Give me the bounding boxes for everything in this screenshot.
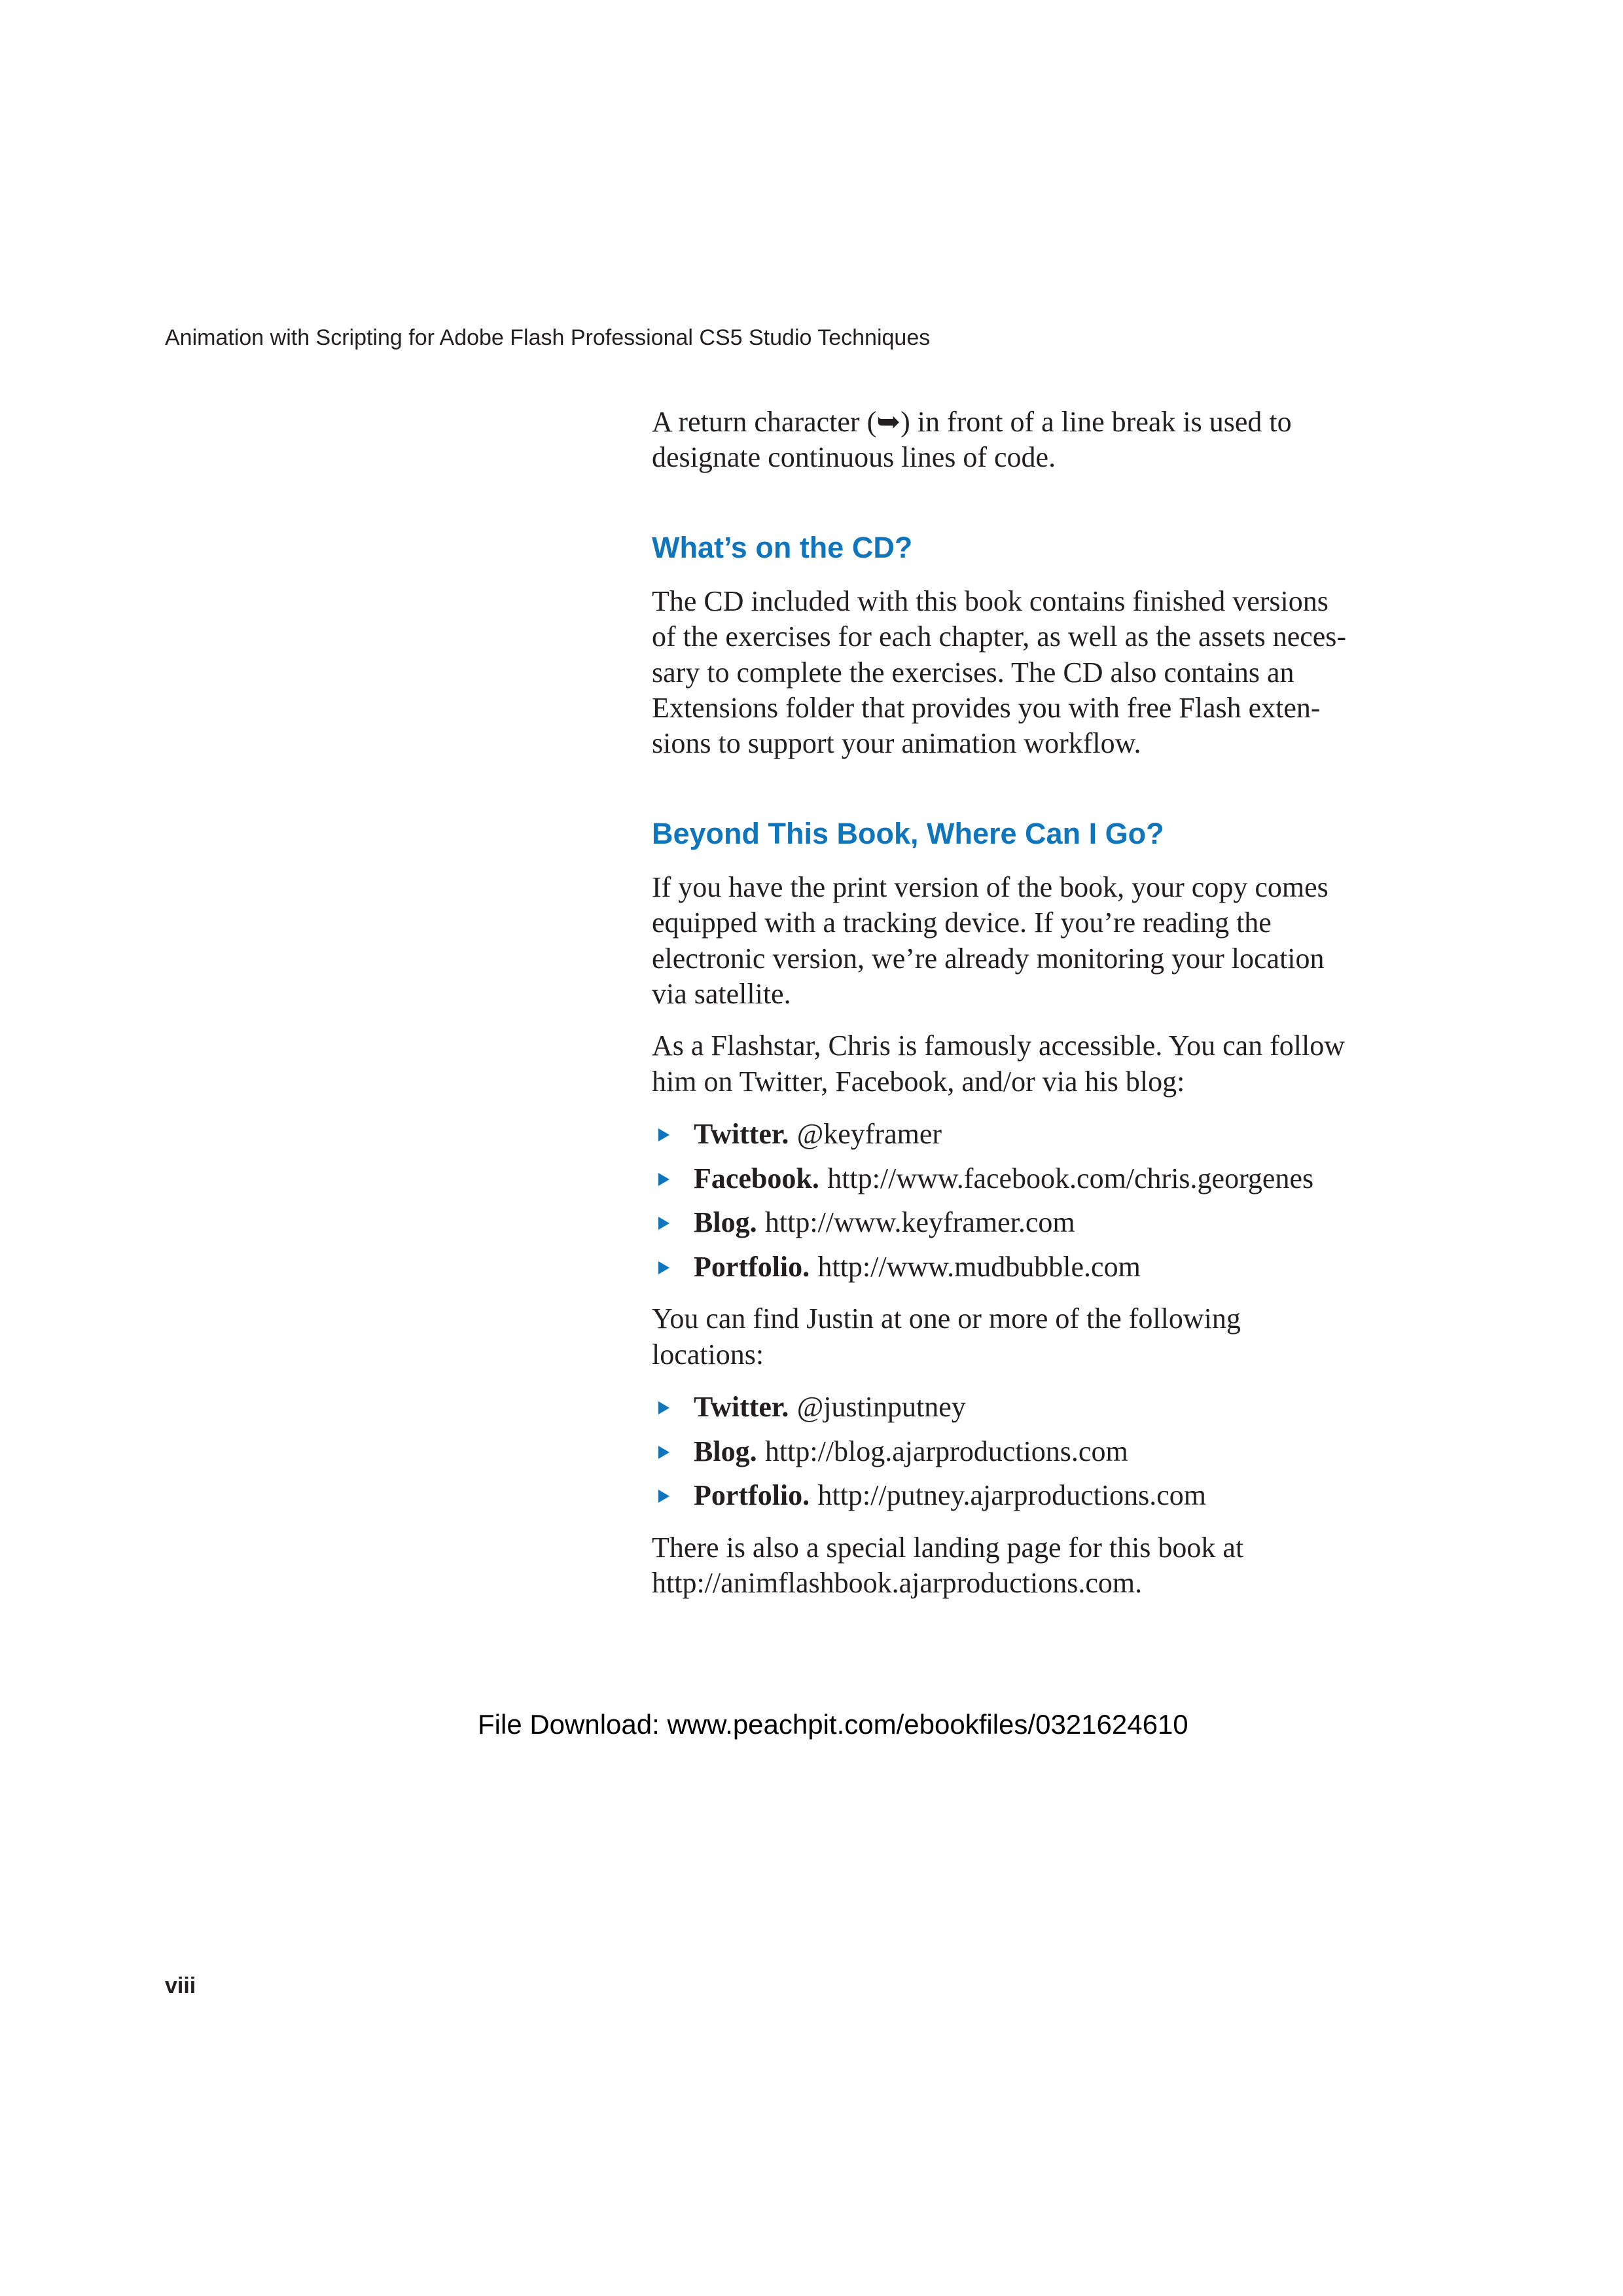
justin-link-portfolio xyxy=(652,1478,1437,1513)
triangle-right-icon xyxy=(658,1217,669,1230)
cd-section-line: sions to support your animation workflow. xyxy=(652,727,1141,760)
cd-section-heading: What’s on the CD? xyxy=(652,530,913,564)
link-text: http://putney.ajarproductions.com xyxy=(817,1479,1206,1512)
intro-line: designate continuous lines of code. xyxy=(652,441,1056,474)
link-text: http://www.keyframer.com xyxy=(764,1206,1075,1239)
justin-line: locations: xyxy=(652,1338,764,1371)
triangle-right-icon xyxy=(658,1401,669,1414)
print-version-line: equipped with a tracking device. If you’re reading the xyxy=(652,906,1272,939)
page-number: viii xyxy=(165,1973,196,1998)
print-version-line: electronic version, we’re already monitoring your location xyxy=(652,942,1325,975)
landing-page-line: There is also a special landing page for this book at xyxy=(652,1531,1244,1564)
print-version-line: via satellite. xyxy=(652,977,791,1010)
body-column xyxy=(652,404,1437,1601)
link-label: Blog. xyxy=(694,1206,757,1239)
triangle-right-icon xyxy=(658,1446,669,1459)
link-text: @keyframer xyxy=(796,1118,942,1151)
file-download-notice: File Download: www.peachpit.com/ebookfiles/0321624610 xyxy=(478,1709,1188,1740)
chris-link-facebook xyxy=(652,1161,1437,1196)
beyond-section-heading: Beyond This Book, Where Can I Go? xyxy=(652,816,1164,850)
link-label: Portfolio. xyxy=(694,1479,810,1512)
chris-link-twitter xyxy=(652,1117,1437,1152)
cd-section-paragraph xyxy=(652,584,1437,762)
triangle-right-icon xyxy=(658,1173,669,1186)
intro-paragraph xyxy=(652,404,1437,476)
cd-section-line: The CD included with this book contains finished versions xyxy=(652,584,1329,617)
link-text: @justinputney xyxy=(796,1390,966,1423)
triangle-right-icon xyxy=(658,1490,669,1503)
link-label: Twitter. xyxy=(694,1118,789,1151)
link-text: http://www.facebook.com/chris.georgenes xyxy=(827,1162,1314,1194)
intro-line: A return character (➥) in front of a line break is used to xyxy=(652,406,1292,438)
justin-paragraph xyxy=(652,1301,1437,1372)
triangle-right-icon xyxy=(658,1261,669,1274)
landing-page-line: http://animflashbook.ajarproductions.com. xyxy=(652,1566,1143,1599)
chris-link-portfolio xyxy=(652,1249,1437,1285)
chris-links-list xyxy=(652,1117,1437,1285)
cd-section-line: of the exercises for each chapter, as well as the assets neces- xyxy=(652,620,1347,653)
link-text: http://www.mudbubble.com xyxy=(817,1250,1141,1283)
cd-section-line: Extensions folder that provides you with free Flash exten- xyxy=(652,691,1321,724)
landing-page-paragraph xyxy=(652,1530,1437,1602)
running-header: Animation with Scripting for Adobe Flash Professional CS5 Studio Techniques xyxy=(165,325,931,350)
justin-link-blog xyxy=(652,1434,1437,1469)
triangle-right-icon xyxy=(658,1128,669,1141)
justin-links-list xyxy=(652,1390,1437,1514)
print-version-paragraph xyxy=(652,870,1437,1013)
chris-line: As a Flashstar, Chris is famously accessible. You can follow xyxy=(652,1030,1346,1062)
link-label: Blog. xyxy=(694,1435,757,1467)
chris-link-blog xyxy=(652,1205,1437,1240)
link-text: http://blog.ajarproductions.com xyxy=(764,1435,1128,1467)
justin-line: You can find Justin at one or more of the following xyxy=(652,1302,1241,1335)
chris-line: him on Twitter, Facebook, and/or via his blog: xyxy=(652,1065,1185,1098)
chris-paragraph xyxy=(652,1028,1437,1100)
cd-section-line: sary to complete the exercises. The CD also contains an xyxy=(652,656,1294,689)
link-label: Portfolio. xyxy=(694,1250,810,1283)
link-label: Facebook. xyxy=(694,1162,819,1194)
link-label: Twitter. xyxy=(694,1390,789,1423)
print-version-line: If you have the print version of the book, your copy comes xyxy=(652,870,1329,903)
justin-link-twitter xyxy=(652,1390,1437,1425)
